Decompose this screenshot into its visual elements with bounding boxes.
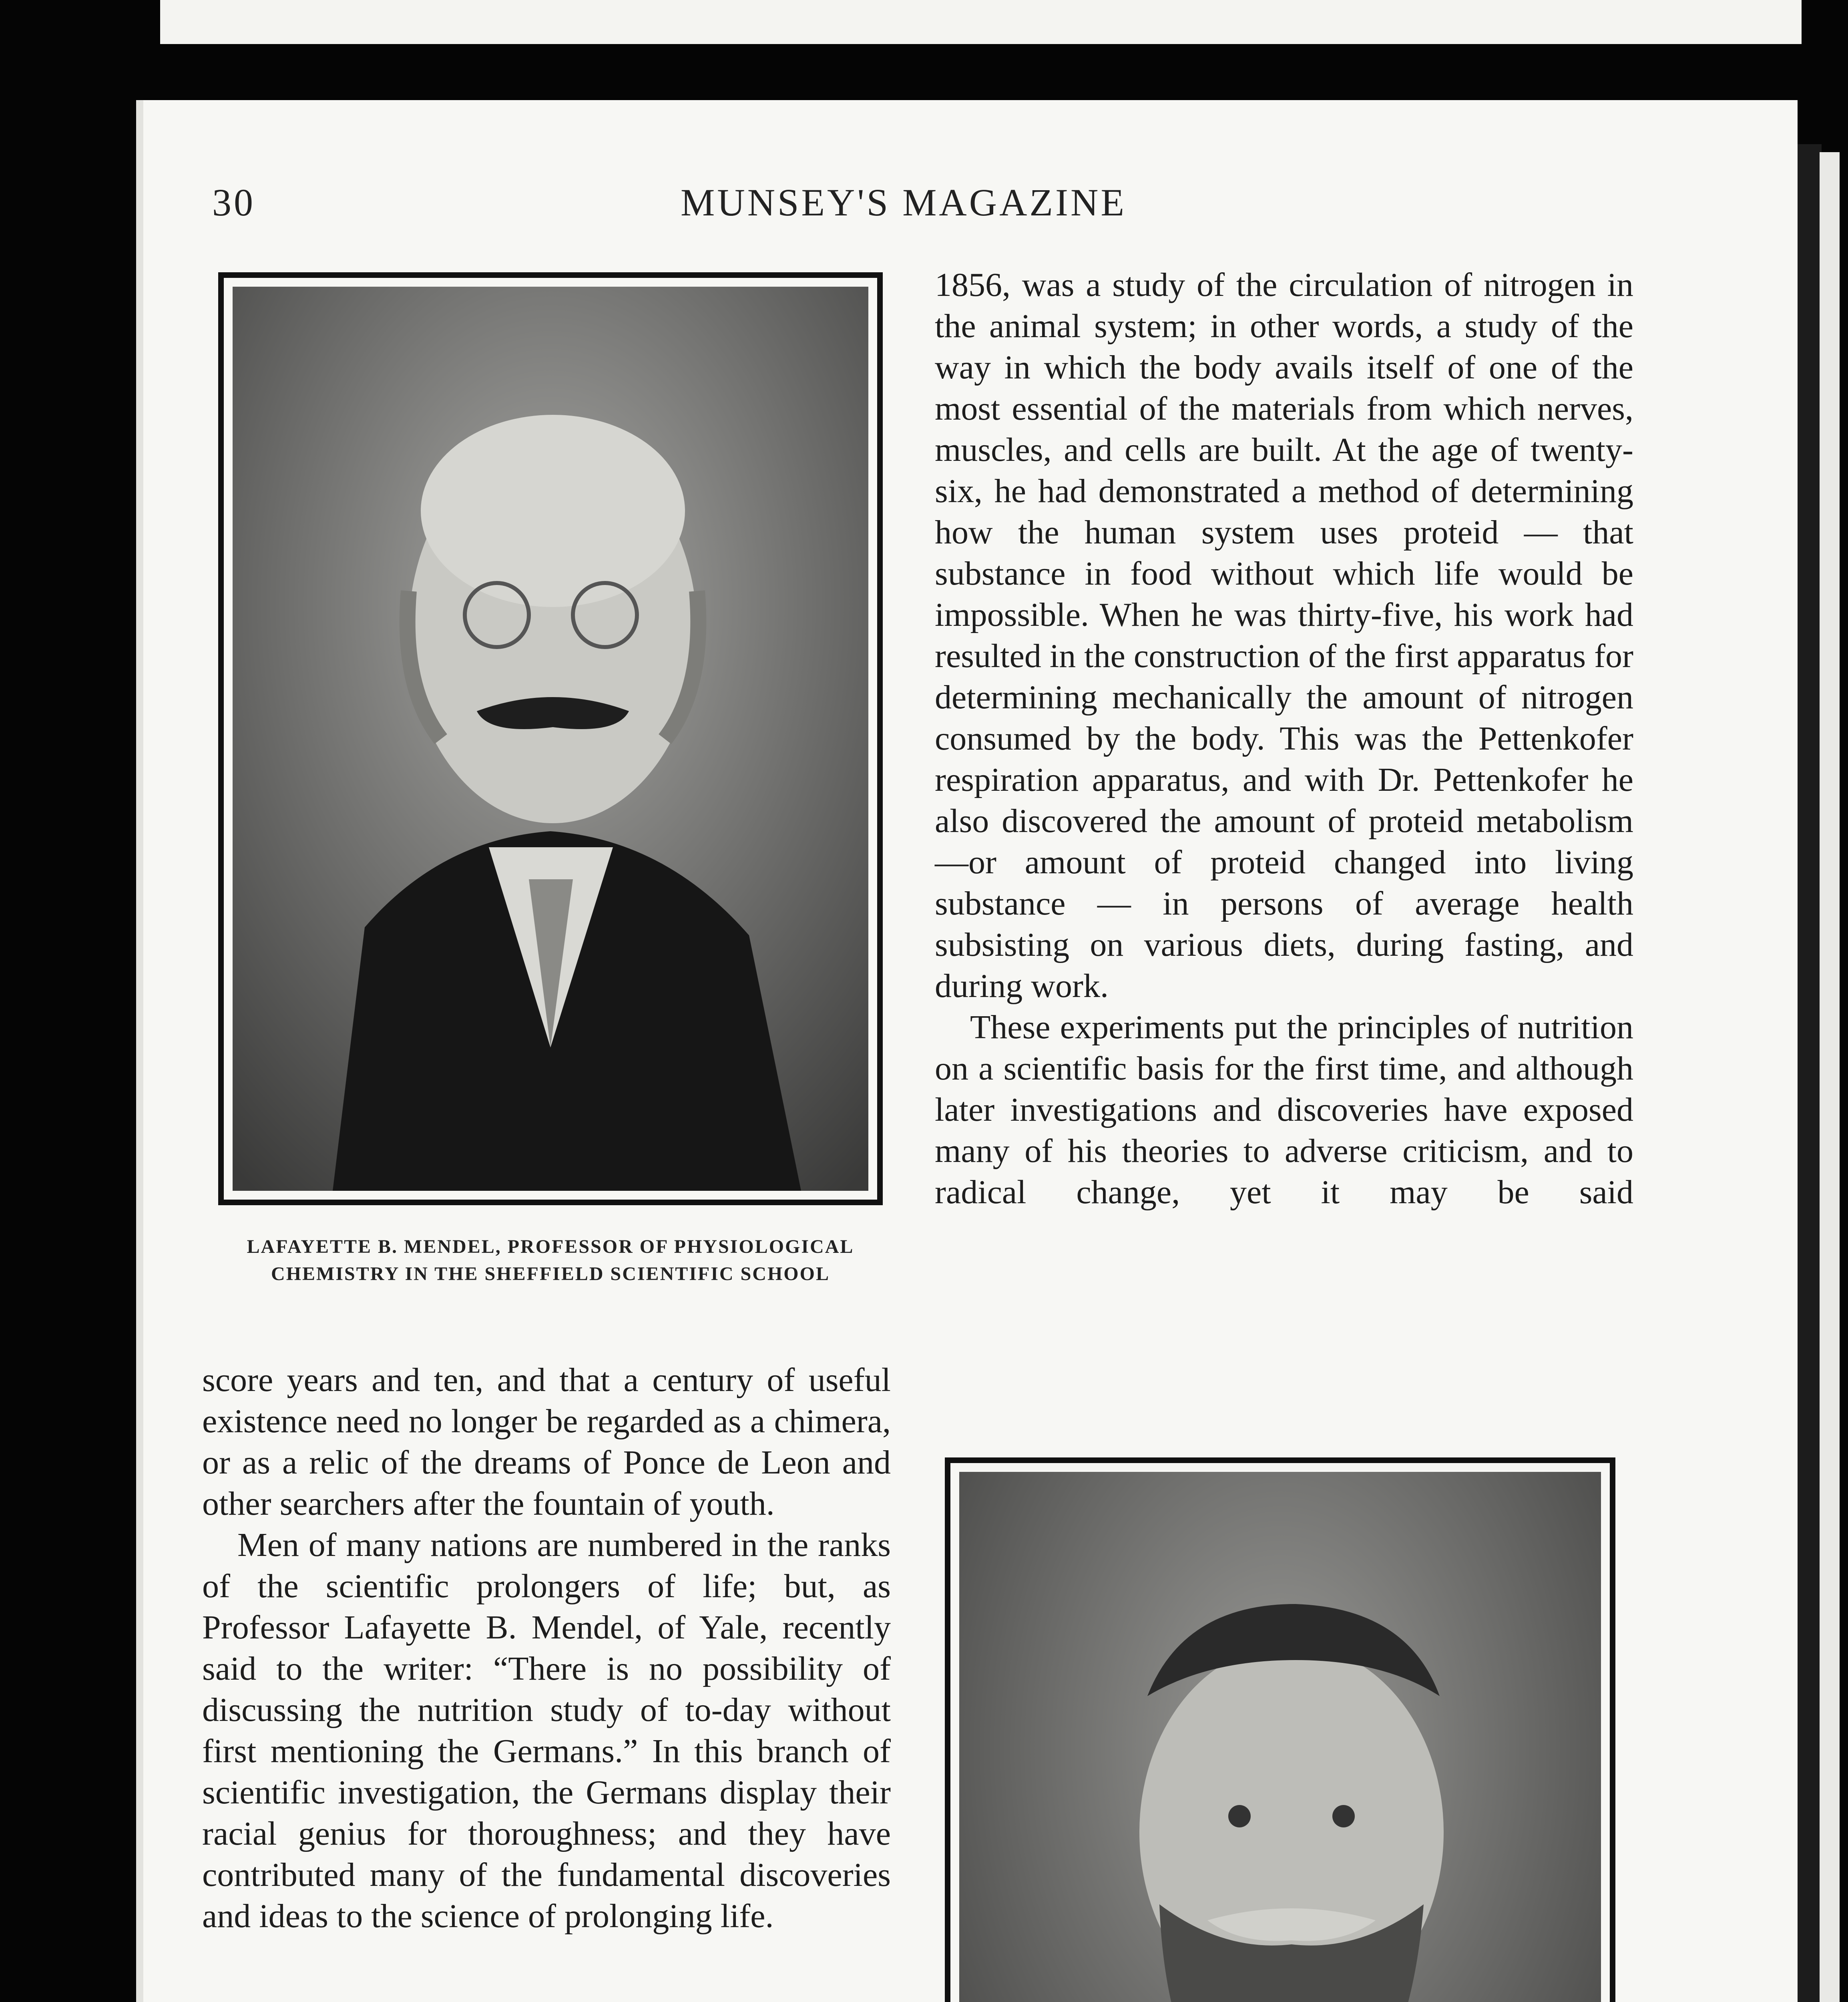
portrait-kellogg-illustration bbox=[959, 1472, 1601, 2002]
paragraph: 1856, was a study of the circulation of nitrogen in the animal system; in other words, a study of the way in which the body avails itself of one of the most essential of the materials from which nerves, muscles, and cells are built. At the age of twenty-six, he had demonstrated a method of determining how the human system uses proteid — that substance in food without which life would be impossible. When he was thirty-five, his work had resulted in the construction of the first apparatus for determining mechanically the amount of nitrogen consumed by the body. This was the Pettenkofer respiration apparatus, and with Dr. Pettenkofer he also discovered the amount of proteid metabolism—or amount of proteid changed into living substance — in persons of average health subsisting on various diets, during fasting, and during work. bbox=[935, 266, 1633, 1005]
portrait-mendel-illustration bbox=[233, 287, 868, 1191]
paragraph: score years and ten, and that a century of useful existence need no longer be regarded as a chimera, or as a relic of the dreams of Ponce de Leon and other searchers after the fountain of youth. bbox=[202, 1361, 891, 1522]
portrait-mendel-photo bbox=[233, 287, 868, 1191]
paragraph: These experiments put the principles of nutrition on a scientific basis for the first time, and although later investigations and discoveries have exposed many of his theories to adverse criticism, and to radical change, yet it may be said bbox=[935, 1009, 1633, 1211]
portrait-kellogg-photo bbox=[959, 1472, 1601, 2002]
portrait-kellogg-frame bbox=[945, 1457, 1615, 2002]
left-column bbox=[202, 1359, 891, 1937]
portrait-mendel-frame bbox=[218, 272, 883, 1205]
previous-page-edge bbox=[160, 0, 1802, 44]
page-number: 30 bbox=[212, 181, 255, 224]
running-head: MUNSEY'S MAGAZINE bbox=[681, 181, 1127, 224]
next-page-edge bbox=[1820, 152, 1840, 2002]
right-column bbox=[935, 264, 1633, 1213]
book-spine-shadow bbox=[1798, 144, 1822, 2002]
paragraph: Men of many nations are numbered in the ranks of the scientific prolongers of life; but, as Professor Lafayette B. Mendel, of Yale, recently said to the writer: “There is no possibility of discussing the nutrition study of to-day without first mentioning the Germans.” In this branch of scientific investigation, the Germans display their racial genius for thoroughness; and they have contributed many of the fundamental discoveries and ideas to the science of prolonging life. bbox=[202, 1526, 891, 1935]
portrait-mendel-caption: LAFAYETTE B. MENDEL, PROFESSOR OF PHYSIOLOGICAL CHEMISTRY IN THE SHEFFIELD SCIENTIFIC SCHOOL bbox=[247, 1236, 854, 1284]
